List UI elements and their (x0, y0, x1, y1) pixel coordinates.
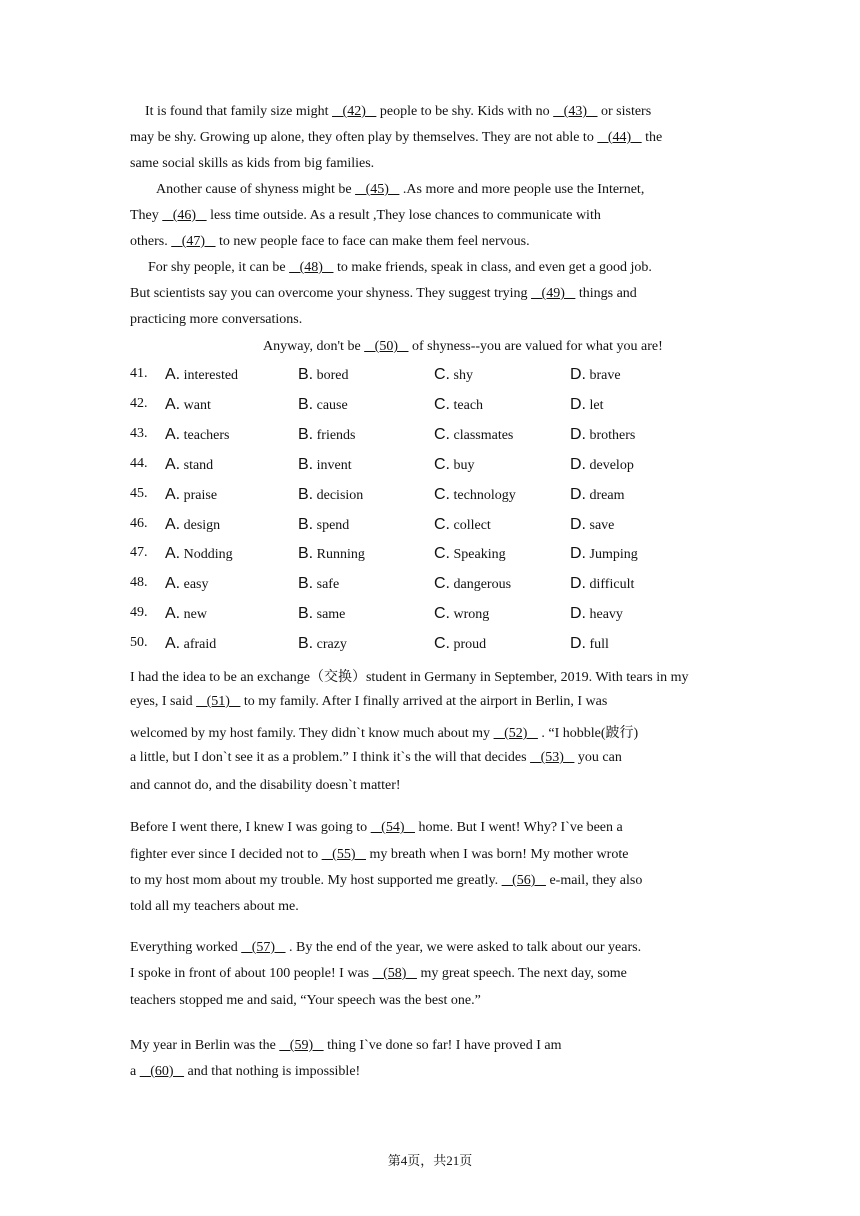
option-letter: A. (165, 366, 181, 383)
option-letter: A. (165, 485, 181, 503)
option-letter: C. (434, 395, 450, 413)
option-letter: A. (165, 545, 181, 563)
option-letter: C. (434, 515, 450, 533)
option-letter: C. (434, 366, 450, 383)
passage-text: a little, but I don`t see it as a problem.” I think it`s the will that decides (130, 750, 527, 765)
option-c[interactable] (434, 635, 486, 653)
option-d[interactable] (570, 575, 634, 593)
option-letter: B. (298, 425, 314, 443)
option-b[interactable] (298, 516, 349, 534)
passage-text: welcomed by my host family. They didn`t know much about my (130, 726, 491, 741)
passage-text: and cannot do, and the disability doesn`t matter! (130, 778, 401, 793)
passage-text: of shyness--you are valued for what you are! (411, 339, 663, 354)
option-a[interactable] (165, 396, 211, 414)
passage-text: fighter ever since I decided not to (130, 847, 319, 862)
passage-line (130, 993, 481, 1009)
passage-text: .As more and more people use the Internet, (402, 182, 645, 197)
passage-text: to my host mom about my trouble. My host supported me greatly. (130, 873, 499, 888)
passage-line (145, 104, 651, 120)
option-letter: A. (165, 455, 181, 473)
option-letter: A. (165, 425, 181, 443)
passage-line (130, 130, 662, 146)
option-c[interactable] (434, 456, 475, 474)
passage-line (130, 847, 628, 863)
option-a[interactable] (165, 605, 207, 623)
option-b[interactable] (298, 575, 339, 593)
passage-text: But scientists say you can overcome your shyness. They suggest trying (130, 286, 528, 301)
passage-text: to make friends, speak in class, and even get a good job. (336, 260, 652, 275)
passage-text: may be shy. Growing up alone, they often play by themselves. They are not able to (130, 130, 594, 145)
option-text: decision (313, 487, 364, 503)
passage-line (130, 286, 637, 302)
option-text: design (180, 517, 221, 533)
passage-text: I spoke in front of about 100 people! I was (130, 966, 370, 981)
option-letter: D. (570, 605, 586, 623)
passage-text: Before I went there, I knew I was going to (130, 820, 368, 835)
answer-blank: (51) (196, 694, 241, 709)
option-letter: D. (570, 515, 586, 533)
passage-text: It is found that family size might (145, 104, 329, 119)
option-text: develop (586, 457, 634, 473)
option-letter: B. (298, 395, 314, 413)
option-letter: D. (570, 395, 586, 413)
option-letter: A. (165, 515, 181, 533)
passage-text: thing I`ve done so far! I have proved I am (327, 1038, 562, 1053)
option-c[interactable] (434, 605, 489, 623)
passage-line (130, 234, 530, 250)
passage-line (130, 722, 638, 742)
option-text: crazy (313, 637, 347, 653)
option-letter: B. (298, 485, 314, 503)
option-letter: D. (570, 575, 586, 593)
option-a[interactable] (165, 486, 217, 504)
passage-line (130, 899, 299, 915)
option-text: teachers (180, 427, 230, 443)
answer-blank: (54) (370, 820, 415, 835)
passage-line (130, 666, 688, 686)
passage-text: a (130, 1064, 137, 1079)
passage-line (148, 260, 652, 276)
passage-line (130, 1064, 360, 1080)
answer-blank: (50) (364, 339, 409, 354)
option-text: technology (450, 487, 516, 503)
option-letter: C. (434, 635, 450, 653)
option-letter: C. (434, 485, 450, 503)
option-text: Jumping (586, 547, 638, 563)
option-text: interested (180, 368, 239, 383)
option-letter: C. (434, 455, 450, 473)
passage-text: They (130, 208, 159, 223)
passage-text: same social skills as kids from big families. (130, 156, 375, 171)
option-letter: D. (570, 455, 586, 473)
question-number: 46. (130, 515, 148, 531)
option-c[interactable] (434, 575, 511, 593)
option-text: stand (180, 457, 214, 473)
passage-text: e-mail, they also (549, 873, 643, 888)
option-d[interactable] (570, 605, 623, 623)
question-number: 49. (130, 605, 148, 621)
option-a[interactable] (165, 456, 213, 474)
question-number: 48. (130, 575, 148, 591)
option-b[interactable] (298, 545, 365, 563)
option-c[interactable] (434, 516, 491, 534)
option-text: invent (313, 457, 352, 473)
passage-line (130, 694, 607, 710)
option-letter: D. (570, 425, 586, 443)
option-a[interactable] (165, 366, 238, 384)
question-number: 47. (130, 545, 148, 561)
passage-line (130, 873, 642, 889)
passage-text: home. But I went! Why? I`ve been a (418, 820, 623, 835)
option-d[interactable] (570, 366, 621, 384)
option-text: Speaking (450, 547, 506, 563)
answer-blank: (49) (531, 286, 576, 301)
question-number: 43. (130, 425, 148, 441)
answer-blank: (46) (162, 208, 207, 223)
passage-line (156, 182, 644, 198)
passage-text: others. (130, 234, 168, 249)
option-text: praise (180, 487, 218, 503)
passage-text: the (645, 130, 663, 145)
option-text: safe (313, 577, 340, 593)
question-number: 44. (130, 455, 148, 471)
passage-text: to new people face to face can make them feel nervous. (219, 234, 530, 249)
passage-text: my great speech. The next day, some (420, 966, 627, 981)
option-text: same (313, 607, 346, 623)
option-text: heavy (586, 607, 623, 623)
answer-blank: (42) (332, 104, 377, 119)
answer-blank: (53) (530, 750, 575, 765)
option-letter: D. (570, 635, 586, 653)
option-b[interactable] (298, 456, 352, 474)
option-text: bored (313, 368, 349, 383)
option-text: wrong (450, 607, 490, 623)
option-letter: B. (298, 635, 314, 653)
passage-line (263, 339, 663, 355)
option-c[interactable] (434, 486, 516, 504)
passage-line (130, 966, 627, 982)
option-a[interactable] (165, 516, 220, 534)
option-text: dream (586, 487, 625, 503)
passage-text: I had the idea to be an exchange（交换）student in Germany in September, 2019. With tears in my (130, 670, 689, 685)
passage-text: or sisters (601, 104, 652, 119)
option-b[interactable] (298, 486, 363, 504)
passage-text: My year in Berlin was the (130, 1038, 276, 1053)
answer-blank: (58) (372, 966, 417, 981)
answer-blank: (44) (597, 130, 642, 145)
question-number: 50. (130, 635, 148, 651)
option-b[interactable] (298, 366, 349, 384)
passage-text: to my family. After I finally arrived at the airport in Berlin, I was (243, 694, 608, 709)
option-text: let (586, 397, 604, 413)
passage-text: Everything worked (130, 940, 238, 955)
answer-blank: (48) (289, 260, 334, 275)
option-letter: B. (298, 605, 314, 623)
option-letter: B. (298, 366, 314, 383)
option-text: cause (313, 397, 348, 413)
option-letter: C. (434, 425, 450, 443)
option-text: proud (450, 637, 487, 653)
option-text: afraid (180, 637, 217, 653)
option-letter: C. (434, 605, 450, 623)
option-letter: C. (434, 575, 450, 593)
passage-text: you can (577, 750, 622, 765)
option-d[interactable] (570, 456, 634, 474)
answer-blank: (57) (241, 940, 286, 955)
question-number: 41. (130, 366, 148, 381)
question-number: 45. (130, 485, 148, 501)
passage-text: practicing more conversations. (130, 312, 303, 327)
answer-blank: (45) (355, 182, 400, 197)
option-text: collect (450, 517, 491, 533)
option-text: teach (450, 397, 484, 413)
option-d[interactable] (570, 486, 624, 504)
option-letter: D. (570, 485, 586, 503)
option-letter: B. (298, 575, 314, 593)
answer-blank: (59) (279, 1038, 324, 1053)
passage-line (130, 820, 623, 836)
option-text: classmates (450, 427, 514, 443)
passage-text: eyes, I said (130, 694, 193, 709)
option-letter: C. (434, 545, 450, 563)
option-letter: D. (570, 545, 586, 563)
option-b[interactable] (298, 396, 348, 414)
passage-line (130, 750, 622, 766)
passage-text: told all my teachers about me. (130, 899, 299, 914)
option-text: spend (313, 517, 350, 533)
option-d[interactable] (570, 516, 614, 534)
passage-text: For shy people, it can be (148, 260, 286, 275)
answer-blank: (56) (501, 873, 546, 888)
question-number: 42. (130, 395, 148, 411)
option-a[interactable] (165, 545, 233, 563)
option-d[interactable] (570, 545, 638, 563)
passage-text: . By the end of the year, we were asked to talk about our years. (289, 940, 642, 955)
answer-blank: (60) (139, 1064, 185, 1079)
option-letter: B. (298, 455, 314, 473)
option-c[interactable] (434, 366, 473, 384)
passage-line (130, 312, 302, 328)
passage-text: people to be shy. Kids with no (379, 104, 550, 119)
option-b[interactable] (298, 605, 345, 623)
option-a[interactable] (165, 635, 216, 653)
option-letter: B. (298, 515, 314, 533)
option-text: dangerous (450, 577, 512, 593)
option-text: Nodding (180, 547, 233, 563)
option-text: new (180, 607, 207, 623)
passage-text: teachers stopped me and said, “Your speech was the best one.” (130, 993, 481, 1008)
option-c[interactable] (434, 396, 483, 414)
option-d[interactable] (570, 426, 635, 444)
answer-blank: (55) (321, 847, 366, 862)
option-letter: D. (570, 366, 586, 383)
option-c[interactable] (434, 545, 506, 563)
option-letter: A. (165, 605, 181, 623)
option-text: easy (180, 577, 209, 593)
option-text: buy (450, 457, 475, 473)
passage-line (130, 208, 601, 224)
option-text: Running (313, 547, 365, 563)
answer-blank: (47) (171, 234, 216, 249)
passage-line (130, 778, 401, 794)
option-text: save (586, 517, 615, 533)
option-text: full (586, 637, 609, 653)
passage-text: . “I hobble(跛行) (541, 726, 639, 741)
option-letter: B. (298, 545, 314, 563)
option-a[interactable] (165, 426, 229, 444)
passage-line (130, 156, 374, 172)
option-b[interactable] (298, 426, 356, 444)
option-text: brave (586, 368, 621, 383)
passage-text: less time outside. As a result ,They lose chances to communicate with (210, 208, 601, 223)
option-text: brothers (586, 427, 636, 443)
passage-text: my breath when I was born! My mother wrote (369, 847, 629, 862)
passage-text: and that nothing is impossible! (187, 1064, 361, 1079)
passage-text: Anyway, don't be (263, 339, 361, 354)
passage-line (130, 1038, 562, 1054)
option-text: difficult (586, 577, 635, 593)
passage-text: things and (578, 286, 637, 301)
option-text: shy (450, 368, 473, 383)
option-b[interactable] (298, 635, 347, 653)
answer-blank: (43) (553, 104, 598, 119)
option-d[interactable] (570, 396, 604, 414)
passage-text: Another cause of shyness might be (156, 182, 352, 197)
answer-blank: (52) (493, 726, 538, 741)
option-c[interactable] (434, 426, 513, 444)
option-text: friends (313, 427, 356, 443)
option-a[interactable] (165, 575, 209, 593)
page-footer: 第4页，共21页 (387, 1153, 473, 1168)
option-text: want (180, 397, 211, 413)
option-letter: A. (165, 395, 181, 413)
option-d[interactable] (570, 635, 609, 653)
passage-line (130, 940, 641, 956)
option-letter: A. (165, 635, 181, 653)
option-letter: A. (165, 575, 181, 593)
